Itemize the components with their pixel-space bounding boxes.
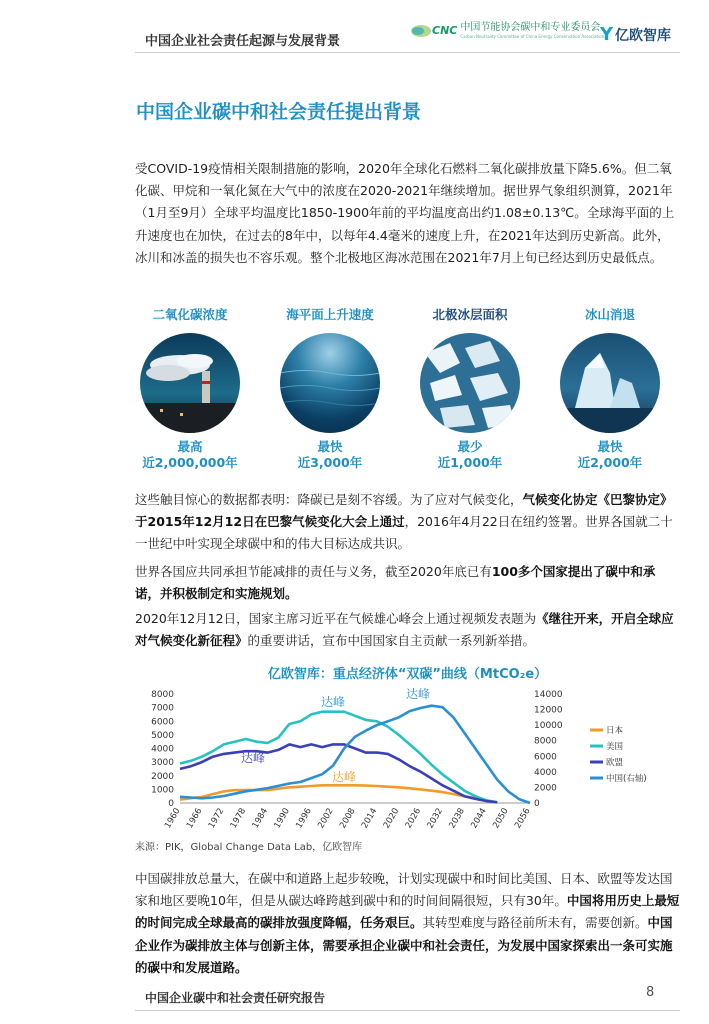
org-name-en: Carbon Neutrality Committee of China Energy Conservation Association <box>460 34 605 39</box>
cnc-logo <box>410 22 604 39</box>
cnc-mark: CNC <box>432 24 458 37</box>
header-divider <box>135 52 680 53</box>
org-name: 中国节能协会碳中和专业委员会 <box>460 22 601 33</box>
metric-co2 <box>135 305 245 471</box>
dual-carbon-chart <box>135 680 680 838</box>
peak-annotation: 达峰 <box>240 751 266 765</box>
x-tick: 1984 <box>250 806 271 831</box>
metric-glacier <box>555 305 665 471</box>
x-tick: 1966 <box>184 806 205 831</box>
speech-paragraph <box>135 608 680 652</box>
smokestack-icon <box>140 333 240 433</box>
paris-agreement-paragraph <box>135 489 680 556</box>
sea-ice-icon <box>420 333 520 433</box>
climate-metrics <box>135 305 680 485</box>
para-emphasis: 气候变化协定《巴黎协定》于2015年12月12日在巴黎气候变化大会上通过 <box>135 492 673 530</box>
legend-label: 美国 <box>606 742 624 752</box>
para-text: ，2016年4月22日在纽约签署。世界各国就二十一世纪中叶实现全球碳中和的伟大目标达成共识。 <box>135 514 673 552</box>
intro-paragraph: 受COVID-19疫情相关限制措施的影响，2020年全球化石燃料二氧化碳排放量下降5.6%。但二氧化碳、甲烷和一氧化氮在大气中的浓度在2020-2021年继续增加。据世界气象组织测算，2021年（1月至9月）全球平均温度比1850-1900年前的平均温度高出约1.08±0.13℃。全球海平面的上升速度也在加快，在过去的8年中，以每年4.4毫米的速度上升，在2021年达到历史新高。此外，冰川和冰盖的损失也不容乐观。整个北极地区海冰范围在2021年7月上旬已经达到历史最低点。 <box>135 161 675 265</box>
chart-title: 亿欧智库：重点经济体“双碳”曲线（MtCO₂e） <box>267 667 548 682</box>
brand-name: 亿欧智库 <box>615 27 672 44</box>
y-tick-right: 10000 <box>534 721 563 732</box>
y-tick-right: 0 <box>534 799 540 809</box>
x-tick: 2056 <box>513 806 533 831</box>
chart-source: 来源：PIK，Global Change Data Lab，亿欧智库 <box>135 842 363 853</box>
y-tick-left: 2000 <box>151 771 174 782</box>
metric-sea-level <box>275 305 385 471</box>
y-tick-right: 2000 <box>534 783 557 794</box>
y-tick-right: 4000 <box>534 767 557 778</box>
x-tick: 2038 <box>447 806 467 831</box>
x-tick: 2050 <box>491 806 511 831</box>
peak-annotation: 达峰 <box>405 687 431 701</box>
metric-qualifier: 最高 <box>177 439 203 454</box>
x-tick: 2032 <box>425 806 446 831</box>
metric-label: 二氧化碳浓度 <box>152 307 228 322</box>
metric-period: 近1,000年 <box>437 455 503 470</box>
legend-label: 日本 <box>606 726 624 736</box>
x-tick: 2044 <box>469 806 489 831</box>
metric-qualifier: 最快 <box>597 439 623 454</box>
para-text: 中国碳排放总量大，在碳中和道路上起步较晚，计划实现碳中和时间比美国、日本、欧盟等发达国家和地区要晚10年，但是从碳达峰跨越到碳中和的时间间隔很短，只有30年。 <box>135 871 673 909</box>
metric-arctic-ice <box>415 305 525 471</box>
brand-mark-icon: Y <box>600 24 614 45</box>
y-tick-left: 7000 <box>151 703 174 714</box>
x-tick: 1996 <box>294 806 314 831</box>
iceberg-icon <box>560 333 660 433</box>
metric-qualifier: 最少 <box>457 439 483 454</box>
y-tick-right: 8000 <box>534 736 557 747</box>
x-tick: 1972 <box>206 806 227 831</box>
y-tick-left: 6000 <box>151 717 174 728</box>
footer-title: 中国企业碳中和社会责任研究报告 <box>145 991 326 1005</box>
y-tick-left: 0 <box>168 799 174 809</box>
peak-annotation: 达峰 <box>331 770 357 784</box>
y-tick-left: 4000 <box>151 744 174 755</box>
para-text: 这些触目惊心的数据都表明：降碳已是刻不容缓。为了应对气候变化， <box>135 492 523 507</box>
footer-divider <box>135 1010 680 1011</box>
para-emphasis: 中国将用历史上最短的时间完成全球最高的碳排放强度降幅，任务艰巨。 <box>135 893 680 931</box>
x-tick: 1960 <box>163 806 183 831</box>
commitments-paragraph <box>135 561 680 605</box>
peak-annotation: 达峰 <box>320 695 346 709</box>
metric-period: 近2,000,000年 <box>142 455 238 470</box>
x-tick: 2014 <box>359 806 380 831</box>
para-text: 的重要讲话，宣布中国国家自主贡献一系列新举措。 <box>247 633 536 649</box>
x-tick: 2026 <box>403 806 424 831</box>
page-number: 8 <box>646 985 655 1000</box>
metric-label: 海平面上升速度 <box>286 307 374 322</box>
ocean-icon <box>280 333 380 433</box>
x-tick: 1990 <box>272 806 292 831</box>
header-title: 中国企业社会责任起源与发展背景 <box>145 34 341 49</box>
legend-label: 欧盟 <box>606 758 624 768</box>
y-tick-left: 8000 <box>151 690 174 700</box>
legend-label: 中国(右轴) <box>606 774 647 784</box>
y-tick-right: 6000 <box>534 752 557 763</box>
x-tick: 1978 <box>228 806 249 831</box>
y-tick-right: 12000 <box>534 705 563 716</box>
metric-label: 北极冰层面积 <box>432 307 508 322</box>
metric-period: 近2,000年 <box>577 455 643 470</box>
metric-period: 近3,000年 <box>297 455 363 470</box>
x-tick: 2008 <box>338 806 358 831</box>
x-tick: 2020 <box>381 806 402 831</box>
y-tick-right: 14000 <box>534 690 563 700</box>
section-title: 中国企业碳中和社会责任提出背景 <box>136 101 422 123</box>
para-emphasis: 中国企业作为碳排放主体与创新主体，需要承担企业碳中和社会责任，为发展中国家探索出一条可实施的碳中和发展道路。 <box>135 915 673 975</box>
metric-label: 冰山消退 <box>584 307 635 322</box>
y-tick-left: 3000 <box>151 758 174 769</box>
para-emphasis: 100多个国家提出了碳中和承诺，并积极制定和实施规划。 <box>135 564 656 602</box>
para-emphasis: 《继往开来，开启全球应对气候变化新征程》 <box>135 611 674 649</box>
conclusion-paragraph <box>135 868 680 979</box>
para-text: 2020年12月12日，国家主席习近平在气候雄心峰会上通过视频发表题为 <box>135 611 537 626</box>
series-line-3 <box>180 706 530 803</box>
leaf-icon <box>410 23 432 39</box>
y-tick-left: 5000 <box>151 730 174 741</box>
brand-logo <box>600 24 671 45</box>
x-tick: 2002 <box>316 806 336 831</box>
y-tick-left: 1000 <box>151 785 174 796</box>
para-text: 其转型难度与路径前所未有，需要创新。 <box>422 915 648 931</box>
metric-qualifier: 最快 <box>317 439 343 454</box>
para-text: 世界各国应共同承担节能减排的责任与义务，截至2020年底已有 <box>135 564 492 579</box>
